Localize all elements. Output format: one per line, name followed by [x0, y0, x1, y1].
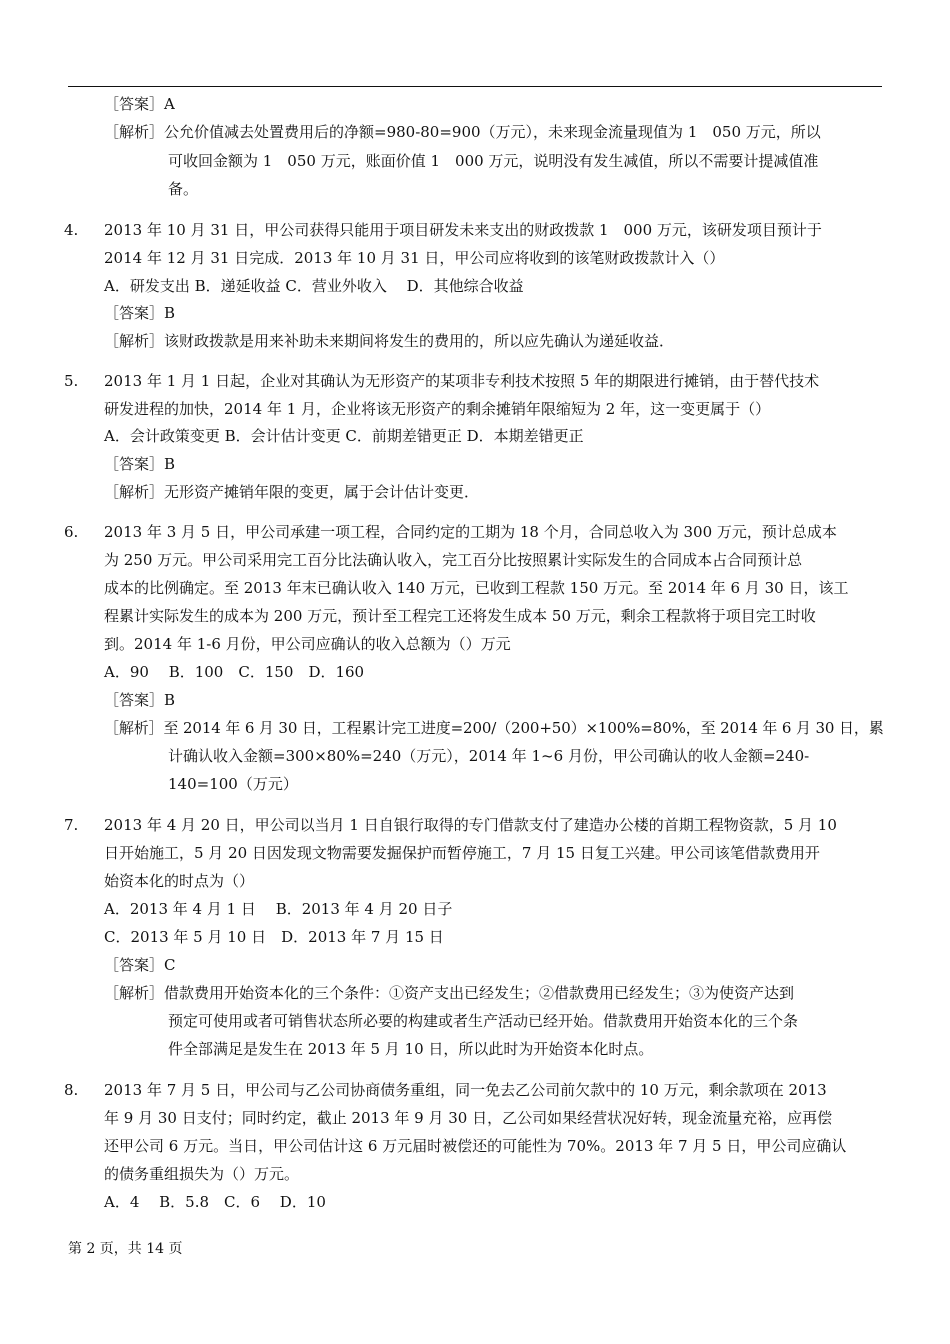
q8-stem-line-2: 年 9 月 30 日支付；同时约定，截止 2013 年 9 月 30 日，乙公司如果经营状况好转，现金流量充裕，应再偿	[104, 1109, 833, 1127]
q4-stem-line-1: 2013 年 10 月 31 日，甲公司获得只能用于项目研发未来支出的财政拨款 1 000 万元，该研发项目预计于	[104, 221, 822, 239]
q7-analysis-line-1: ［解析］借款费用开始资本化的三个条件：①资产支出已经发生；②借款费用已经发生；③为使资产达到	[104, 984, 795, 1002]
q6-stem-line-3: 成本的比例确定。至 2013 年末已确认收入 140 万元，已收到工程款 150 万元。至 2014 年 6 月 30 日，该工	[104, 579, 849, 597]
q5-answer: ［答案］B	[104, 455, 176, 473]
q6-stem-line-1: 2013 年 3 月 5 日，甲公司承建一项工程，合同约定的工期为 18 个月，合同总收入为 300 万元，预计总成本	[104, 523, 837, 541]
q7-stem-line-3: 始资本化的时点为（）	[104, 872, 255, 890]
q8-options: A．4 B．5.8 C．6 D．10	[104, 1193, 326, 1211]
q3-analysis-line-2: 可收回金额为 1 050 万元，账面价值 1 000 万元，说明没有发生减值，所以不需要计提减值准	[168, 152, 819, 170]
q8-stem-line-4: 的债务重组损失为（）万元。	[104, 1165, 300, 1183]
q5-number: 5.	[64, 372, 79, 390]
q7-options-line-1: A．2013 年 4 月 1 日 B．2013 年 4 月 20 日子	[104, 900, 453, 918]
q5-analysis: ［解析］无形资产摊销年限的变更，属于会计估计变更．	[104, 483, 480, 501]
q6-analysis-line-3: 140=100（万元）	[168, 775, 298, 793]
q5-stem-line-1: 2013 年 1 月 1 日起，企业对其确认为无形资产的某项非专利技术按照 5 年的期限进行摊销，由于替代技术	[104, 372, 820, 390]
header-rule	[68, 86, 882, 87]
q7-options-line-2: C．2013 年 5 月 10 日 D．2013 年 7 月 15 日	[104, 928, 444, 946]
q8-stem-line-1: 2013 年 7 月 5 日，甲公司与乙公司协商债务重组，同一免去乙公司前欠款中的 10 万元，剩余款项在 2013	[104, 1081, 827, 1099]
q4-options: A．研发支出 B．递延收益 C．营业外收入 D．其他综合收益	[104, 277, 524, 295]
q3-answer: ［答案］A	[104, 95, 175, 113]
q4-stem-line-2: 2014 年 12 月 31 日完成．2013 年 10 月 31 日，甲公司应将收到的该笔财政拨款计入（）	[104, 249, 725, 267]
q4-analysis: ［解析］该财政拨款是用来补助未来期间将发生的费用的，所以应先确认为递延收益．	[104, 332, 675, 350]
q5-stem-line-2: 研发进程的加快，2014 年 1 月，企业将该无形资产的剩余摊销年限缩短为 2 年，这一变更属于（）	[104, 400, 771, 418]
q7-answer: ［答案］C	[104, 956, 176, 974]
q6-analysis-line-1: ［解析］至 2014 年 6 月 30 日，工程累计完工进度=200/（200+50）×100%=80%，至 2014 年 6 月 30 日，累	[104, 719, 884, 737]
q6-stem-line-2: 为 250 万元。甲公司采用完工百分比法确认收入，完工百分比按照累计实际发生的合同成本占合同预计总	[104, 551, 803, 569]
q6-stem-line-5: 到。2014 年 1-6 月份，甲公司应确认的收入总额为（）万元	[104, 635, 511, 653]
q6-options: A．90 B．100 C．150 D．160	[104, 663, 365, 681]
q8-number: 8.	[64, 1081, 79, 1099]
q7-number: 7.	[64, 816, 79, 834]
q7-analysis-line-2: 预定可使用或者可销售状态所必要的构建或者生产活动已经开始。借款费用开始资本化的三个条	[168, 1012, 799, 1030]
page-footer: 第 2 页，共 14 页	[68, 1241, 183, 1257]
q7-stem-line-2: 日开始施工，5 月 20 日因发现文物需要发掘保护而暂停施工，7 月 15 日复工兴建。甲公司该笔借款费用开	[104, 844, 820, 862]
q5-options: A．会计政策变更 B．会计估计变更 C．前期差错更正 D．本期差错更正	[104, 427, 584, 445]
q6-answer: ［答案］B	[104, 691, 176, 709]
q7-stem-line-1: 2013 年 4 月 20 日，甲公司以当月 1 日自银行取得的专门借款支付了建造办公楼的首期工程物资款，5 月 10	[104, 816, 837, 834]
q3-analysis-line-1: ［解析］公允价值减去处置费用后的净额=980-80=900（万元），未来现金流量现值为 1 050 万元，所以	[104, 123, 821, 141]
q4-number: 4.	[64, 221, 79, 239]
q8-stem-line-3: 还甲公司 6 万元。当日，甲公司估计这 6 万元届时被偿还的可能性为 70%。2013 年 7 月 5 日，甲公司应确认	[104, 1137, 847, 1155]
q4-answer: ［答案］B	[104, 304, 176, 322]
q7-analysis-line-3: 件全部满足是发生在 2013 年 5 月 10 日，所以此时为开始资本化时点。	[168, 1040, 654, 1058]
q6-stem-line-4: 程累计实际发生的成本为 200 万元，预计至工程完工还将发生成本 50 万元，剩余工程款将于项目完工时收	[104, 607, 816, 625]
q6-number: 6.	[64, 523, 79, 541]
q6-analysis-line-2: 计确认收入金额=300×80%=240（万元），2014 年 1~6 月份，甲公司确认的收人金额=240-	[168, 747, 810, 765]
q3-analysis-line-3: 备。	[168, 180, 199, 198]
